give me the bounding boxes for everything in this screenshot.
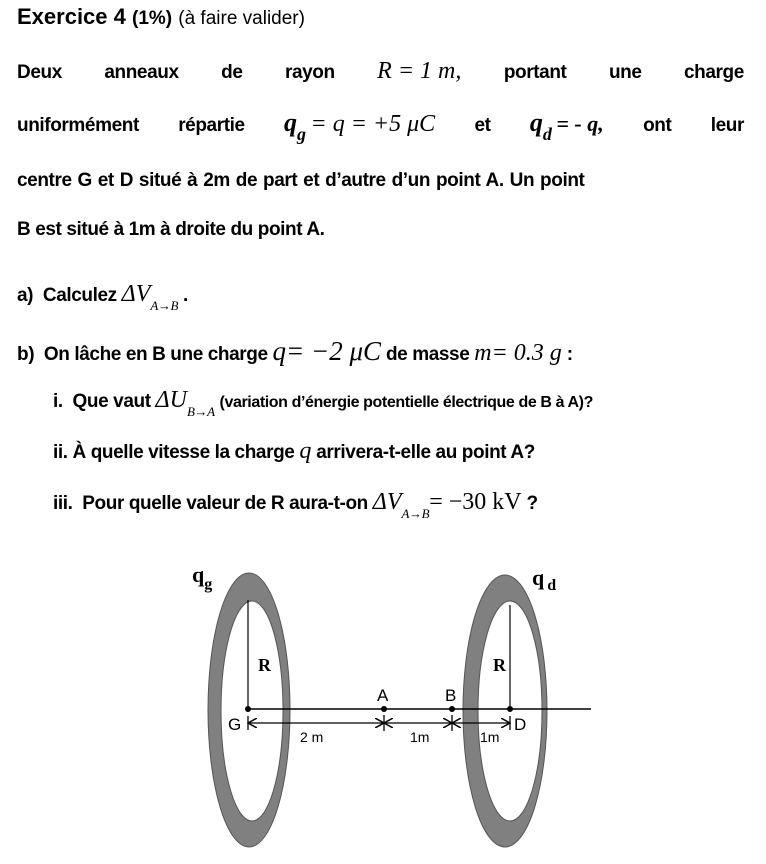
text: Que vaut (72, 391, 151, 412)
intro-line-4: B est situé à 1m à droite du point A. (17, 219, 325, 240)
text: Pour quelle valeur de R aura-t-on (82, 493, 368, 514)
subscript: d (542, 124, 552, 144)
label: iii. (53, 493, 73, 514)
word: une (608, 62, 642, 83)
intro-line-3: centre G et D situé à 2m de part et d’autre d’un point A. Un point (17, 170, 585, 191)
label-dist-BD: 1m (480, 729, 500, 745)
subscript: A→B (401, 506, 430, 521)
word: Deux (17, 62, 62, 83)
word: rayon (284, 62, 335, 83)
math: m= 0.3 g (474, 340, 562, 366)
math: ΔV (372, 489, 402, 515)
title-main: Exercice 4 (17, 4, 126, 29)
word: charge (684, 62, 744, 83)
label: ii. (53, 442, 68, 463)
math-expr: = q = +5 μC (310, 111, 436, 137)
math-radius: R = 1 m, (377, 58, 462, 84)
subscript: B→A (186, 404, 215, 419)
word: portant (503, 62, 567, 83)
text: À quelle vitesse la charge (72, 442, 295, 463)
title-note: (à faire valider) (178, 8, 305, 29)
text: : (566, 344, 573, 365)
word: répartie (178, 115, 245, 136)
math: ΔU (155, 387, 187, 413)
label-qg: $q_g$ (192, 562, 213, 593)
word: et (474, 115, 491, 136)
label-A: A (377, 686, 389, 705)
left-ring-inner (221, 601, 283, 821)
word: anneaux (104, 62, 179, 83)
label-qd: q $_d$ (532, 565, 557, 594)
label: b) (17, 344, 35, 365)
text: . (182, 285, 188, 306)
point-G (245, 706, 251, 712)
label-D: D (514, 715, 527, 734)
label: i. (53, 391, 63, 412)
text: Calculez (42, 285, 117, 306)
math: ΔV (121, 281, 151, 307)
text: (variation d’énergie potentielle électrique de B à A)? (219, 394, 593, 411)
label-dist-AB: 1m (410, 729, 430, 745)
point-A (381, 706, 387, 712)
word: leur (710, 115, 744, 136)
word: de (221, 62, 243, 83)
label-dist-GA: 2 m (300, 729, 324, 745)
label-B: B (445, 686, 457, 705)
label-R-right: R (493, 655, 506, 675)
label: a) (17, 285, 34, 306)
q-symbol: q (529, 108, 543, 137)
math-expr: = - q, (556, 111, 604, 136)
label-G: G (228, 715, 242, 734)
right-ring (463, 575, 547, 847)
text: On lâche en B une charge (43, 344, 268, 365)
word: uniformément (17, 115, 139, 136)
text: de masse (385, 344, 470, 365)
label-R-left: R (258, 655, 271, 675)
text: ? (526, 493, 538, 514)
point-B (449, 706, 455, 712)
word: ont (643, 115, 672, 136)
text: arrivera-t-elle au point A? (316, 442, 535, 463)
math: q= −2 μC (272, 336, 382, 366)
point-D (507, 706, 513, 712)
subscript: g (297, 124, 306, 144)
subscript: A→B (150, 298, 179, 313)
math: = −30 kV (429, 489, 522, 515)
title-percent: (1%) (132, 8, 173, 29)
q-symbol: q (284, 108, 298, 137)
math: q (299, 438, 312, 464)
